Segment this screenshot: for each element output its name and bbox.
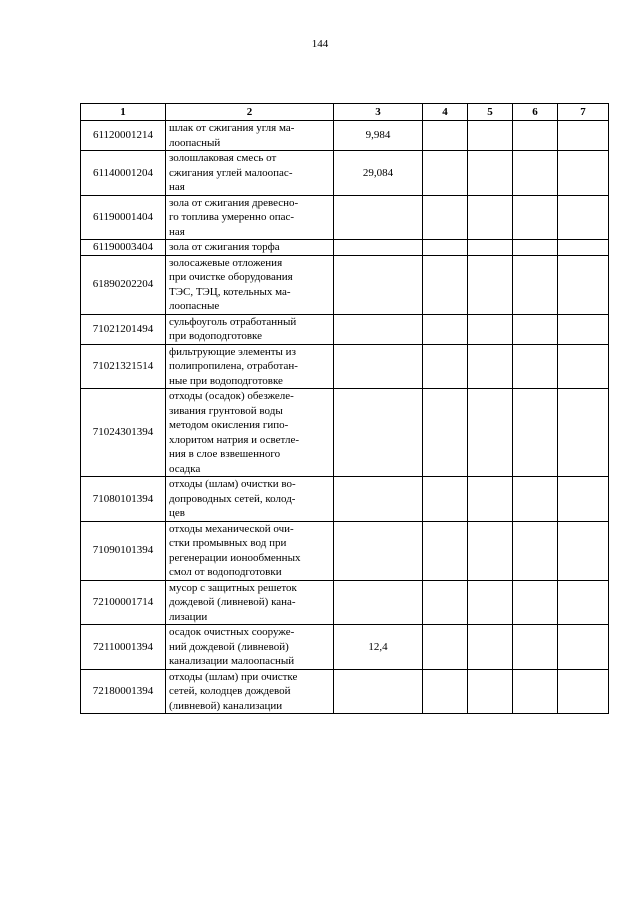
col-6-cell [513,669,558,714]
quantity-cell [334,314,423,344]
table-row [81,314,609,344]
waste-code-cell: 71024301394 [81,389,166,477]
col-6-cell [513,389,558,477]
waste-code-cell: 72180001394 [81,669,166,714]
col-7-cell [558,669,609,714]
table-row [81,521,609,580]
header-col-3: 3 [334,104,423,121]
col-6-cell [513,255,558,314]
quantity-cell [334,195,423,240]
waste-code-cell: 61190003404 [81,240,166,256]
header-col-2: 2 [166,104,334,121]
col-6-cell [513,151,558,196]
col-6-cell [513,521,558,580]
waste-code-cell: 61890202204 [81,255,166,314]
col-6-cell [513,344,558,389]
col-6-cell [513,625,558,670]
table-row [81,477,609,522]
col-4-cell [423,314,468,344]
col-4-cell [423,240,468,256]
col-4-cell [423,389,468,477]
waste-code-cell: 61140001204 [81,151,166,196]
waste-code-cell: 72110001394 [81,625,166,670]
col-7-cell [558,255,609,314]
col-4-cell [423,625,468,670]
col-5-cell [468,477,513,522]
col-5-cell [468,240,513,256]
waste-name-cell: зола от сжигания торфа [166,240,334,256]
waste-code-cell: 61190001404 [81,195,166,240]
quantity-cell [334,240,423,256]
col-5-cell [468,389,513,477]
table-row [81,195,609,240]
waste-code-cell: 71090101394 [81,521,166,580]
col-4-cell [423,151,468,196]
col-7-cell [558,477,609,522]
table-row [81,151,609,196]
col-5-cell [468,151,513,196]
quantity-cell [334,255,423,314]
col-7-cell [558,625,609,670]
waste-name-cell: осадок очистных сооруже- ний дождевой (ливневой) канализации малоопасный [166,625,334,670]
col-5-cell [468,344,513,389]
page-number: 144 [311,38,329,50]
col-6-cell [513,580,558,625]
table-row [81,344,609,389]
waste-name-cell: золошлаковая смесь от сжигания углей малоопас- ная [166,151,334,196]
header-row [81,104,609,121]
col-5-cell [468,521,513,580]
col-7-cell [558,580,609,625]
waste-table [80,103,609,714]
col-4-cell [423,344,468,389]
header-col-5: 5 [468,104,513,121]
col-6-cell [513,477,558,522]
col-7-cell [558,344,609,389]
waste-name-cell: отходы механической очи- стки промывных вод при регенерации ионообменных смол от водоподготовки [166,521,334,580]
col-5-cell [468,669,513,714]
col-5-cell [468,625,513,670]
waste-name-cell: золосажевые отложения при очистке оборудования ТЭС, ТЭЦ, котельных ма- лоопасные [166,255,334,314]
table-row [81,669,609,714]
quantity-cell [334,521,423,580]
col-7-cell [558,314,609,344]
quantity-cell [334,580,423,625]
header-col-6: 6 [513,104,558,121]
quantity-cell [334,477,423,522]
table-row [81,240,609,256]
col-6-cell [513,121,558,151]
col-4-cell [423,255,468,314]
waste-code-cell: 71021201494 [81,314,166,344]
col-7-cell [558,521,609,580]
col-5-cell [468,195,513,240]
quantity-cell: 9,984 [334,121,423,151]
table-row [81,580,609,625]
table-row [81,121,609,151]
waste-name-cell: отходы (шлам) очистки во- допроводных сетей, колод- цев [166,477,334,522]
col-7-cell [558,240,609,256]
col-7-cell [558,389,609,477]
table-row [81,255,609,314]
waste-name-cell: зола от сжигания древесно- го топлива умеренно опас- ная [166,195,334,240]
col-4-cell [423,580,468,625]
col-5-cell [468,580,513,625]
col-7-cell [558,151,609,196]
header-col-7: 7 [558,104,609,121]
header-col-4: 4 [423,104,468,121]
waste-name-cell: отходы (осадок) обезжеле- зивания грунтовой воды методом окисления гипо- хлоритом натрия и осветле- ния в слое взвешенного осадка [166,389,334,477]
header-col-1: 1 [81,104,166,121]
quantity-cell [334,669,423,714]
waste-code-cell: 61120001214 [81,121,166,151]
col-7-cell [558,195,609,240]
quantity-cell [334,344,423,389]
col-4-cell [423,521,468,580]
table-row [81,625,609,670]
col-6-cell [513,240,558,256]
col-6-cell [513,195,558,240]
col-4-cell [423,669,468,714]
col-4-cell [423,195,468,240]
waste-code-cell: 71080101394 [81,477,166,522]
quantity-cell: 29,084 [334,151,423,196]
col-6-cell [513,314,558,344]
col-5-cell [468,255,513,314]
col-7-cell [558,121,609,151]
waste-name-cell: отходы (шлам) при очистке сетей, колодцев дождевой (ливневой) канализации [166,669,334,714]
waste-name-cell: шлак от сжигания угля ма- лоопасный [166,121,334,151]
col-5-cell [468,121,513,151]
waste-name-cell: сульфоуголь отработанный при водоподготовке [166,314,334,344]
table-row [81,389,609,477]
waste-name-cell: фильтрующие элементы из полипропилена, отработан- ные при водоподготовке [166,344,334,389]
waste-code-cell: 72100001714 [81,580,166,625]
waste-name-cell: мусор с защитных решеток дождевой (ливневой) кана- лизации [166,580,334,625]
col-4-cell [423,477,468,522]
quantity-cell [334,389,423,477]
quantity-cell: 12,4 [334,625,423,670]
col-5-cell [468,314,513,344]
waste-code-cell: 71021321514 [81,344,166,389]
col-4-cell [423,121,468,151]
